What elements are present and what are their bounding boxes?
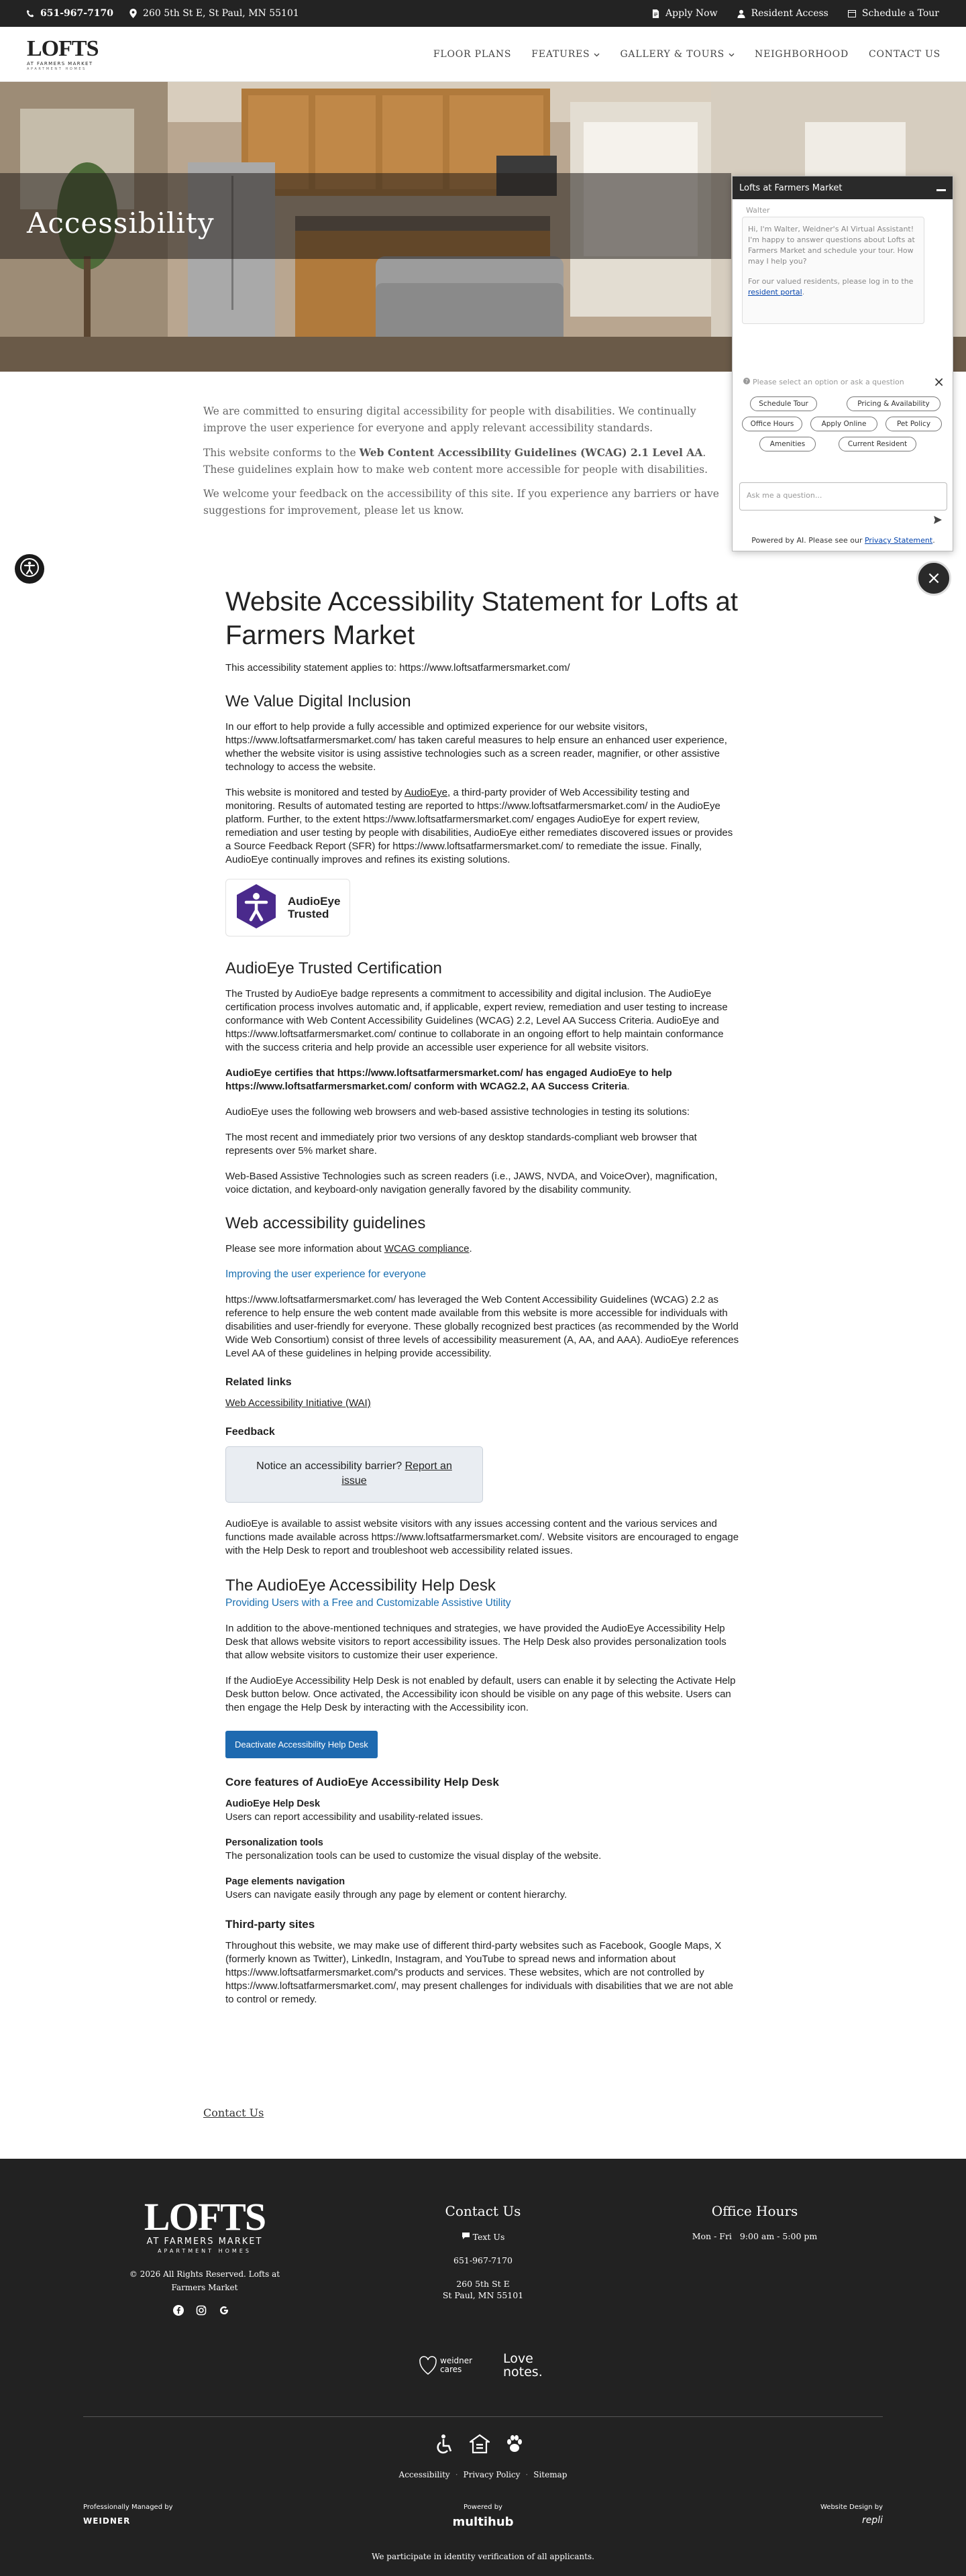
heading-third-party: Third-party sites [225, 1918, 315, 1931]
monitor-text: , a third-party provider of Web Accessibility testing and monitoring. Results of automated testing are reported to https://www.loftsatfarmersmarket.com/ in the AudioEye platform. Further, to the extent https://www.loftsatfarmersmarket.com/ engages AudioEye for expert review, remediation and user testing by people with disabilities, AudioEye either remediates discovered issues or provides a Source Feedback Report (SFR) for https://www.loftsatfarmersmarket.com/ to remediate the issue. Finally, AudioEye continually improves and refines its existing solutions. [225, 787, 733, 865]
footer-divider [83, 2416, 883, 2417]
feature-desc: Users can navigate easily through any page by element or content hierarchy. [225, 1889, 568, 1900]
footer-text-us[interactable] [429, 2231, 537, 2243]
nav-label: NEIGHBORHOOD [755, 49, 849, 60]
chat-option-pet-policy[interactable]: Pet Policy [885, 417, 942, 431]
chat-resident-note [748, 276, 918, 298]
heading-related-links: Related links [225, 1377, 292, 1388]
heading-guidelines: Web accessibility guidelines [225, 1214, 426, 1232]
footer-logo-wordmark: LOFTS [144, 2195, 266, 2239]
nav-label: CONTACT US [868, 49, 941, 60]
chat-option-office-hours[interactable]: Office Hours [742, 417, 802, 431]
chat-hint-text: Please select an option or ask a question [753, 378, 904, 386]
footer-hours-text: Mon - Fri 9:00 am - 5:00 pm [692, 2231, 818, 2241]
equal-housing-icon [470, 2434, 490, 2457]
weidner-logo[interactable]: WEIDNER [83, 2516, 131, 2526]
love-notes-line-2: notes. [503, 2365, 543, 2379]
pet-paw-icon [504, 2434, 525, 2457]
deactivate-help-desk-button[interactable]: Deactivate Accessibility Help Desk [225, 1731, 378, 1758]
phone-icon [25, 9, 35, 18]
nav-label: GALLERY & TOURS [620, 49, 725, 60]
intro-wcag-strong: Web Content Accessibility Guidelines (WCAG) 2.1 Level AA [359, 446, 703, 459]
audioeye-trusted-badge[interactable] [225, 879, 350, 936]
feature-title: AudioEye Help Desk [225, 1799, 321, 1809]
accessibility-toolbar-button[interactable] [15, 554, 44, 584]
calendar-icon [847, 9, 857, 18]
powered-by [416, 2504, 550, 2529]
feature-item [225, 1836, 741, 1863]
main-nav [433, 27, 941, 82]
chevron-down-icon [729, 49, 735, 60]
schedule-tour-label: Schedule a Tour [861, 8, 939, 19]
footer-contact-title: Contact Us [445, 2203, 521, 2219]
wheelchair-icon [435, 2434, 455, 2457]
footer-social [173, 2305, 229, 2318]
love-notes-line-1: Love [503, 2351, 533, 2366]
chat-footer-text: . [932, 536, 935, 545]
feature-desc: The personalization tools can be used to customize the visual display of the website. [225, 1850, 602, 1862]
chat-bubble-icon [462, 2232, 470, 2242]
feature-title: Personalization tools [225, 1837, 323, 1848]
chat-footer [733, 536, 954, 545]
site-logo[interactable] [27, 36, 99, 71]
intro-paragraph-1: We are committed to ensuring digital accessibility for people with disabilities. We continually improve the user experience for everyone and apply relevant accessibility standards. [203, 405, 696, 434]
send-icon[interactable] [934, 516, 942, 526]
chat-message [742, 217, 924, 324]
audioeye-link[interactable]: AudioEye [404, 787, 448, 798]
heading-trusted-certification: AudioEye Trusted Certification [225, 959, 442, 977]
guide-text: . [469, 1243, 472, 1254]
contact-us-link[interactable]: Contact Us [203, 2106, 264, 2119]
footer-compliance-icons [435, 2434, 525, 2457]
footer-copyright: © 2026 All Rights Reserved. Lofts at Farmers Market [129, 2269, 280, 2292]
report-issue-link[interactable]: Report an issue [341, 1460, 452, 1487]
chat-text: . [802, 288, 805, 297]
cert-paragraph: The Trusted by AudioEye badge represents a commitment to accessibility and digital inclusion. The AudioEye certification process involves automatic and, if applicable, expert review, remediation and user testing to increase conformance with Web Content Accessibility Guidelines (WCAG) 2.2, Level AA Success Criteria. AudioEye and https://www.loftsatfarmersmarket.com/ continue to collaborate in an ongoing effort to help maintain conformance with the success criteria and help provide an accessible user experience for all website visitors. [225, 988, 728, 1053]
footer-logo[interactable] [141, 2195, 268, 2254]
question-icon [743, 378, 750, 386]
chat-title: Lofts at Farmers Market [739, 182, 843, 193]
chat-option-pricing[interactable]: Pricing & Availability [847, 396, 941, 411]
tech-intro: AudioEye uses the following web browsers and web-based assistive technologies in testing its solutions: [225, 1106, 690, 1118]
help-desk-paragraph-2: If the AudioEye Accessibility Help Desk is not enabled by default, users can enable it by selecting the Activate Help Desk button below. Once activated, the Accessibility icon should be visible on any page of this website. Users can then engage the Help Desk by interacting with the Accessibility icon. [225, 1675, 736, 1713]
feature-item [225, 1797, 741, 1824]
document-icon [651, 9, 660, 18]
guide-text: Please see more information about [225, 1243, 384, 1254]
logo-subtitle: AT FARMERS MARKET [27, 61, 93, 66]
footer-logo-subtitle: AT FARMERS MARKET [146, 2237, 263, 2247]
resident-portal-link[interactable]: resident portal [748, 288, 802, 297]
instagram-icon[interactable] [196, 2305, 207, 2318]
footer-link-privacy[interactable]: Privacy Policy [463, 2470, 521, 2479]
love-notes-logo[interactable] [503, 2352, 543, 2379]
repli-logo[interactable]: repli [861, 2515, 883, 2526]
badge-line-2: Trusted [288, 908, 329, 920]
chat-header [733, 176, 953, 199]
resident-access-link[interactable] [737, 8, 828, 19]
feature-title: Page elements navigation [225, 1876, 345, 1887]
topbar-phone[interactable] [25, 8, 113, 19]
facebook-icon[interactable] [173, 2305, 184, 2318]
footer-text-us-label: Text Us [472, 2232, 505, 2242]
assist-paragraph: AudioEye is available to assist website visitors with any issues accessing content and the various services and functions made available across https://www.loftsatfarmersmarket.com/. Website visitors are encouraged to engage with the Help Desk to report and troubleshoot web accessibility related issues. [225, 1518, 739, 1556]
heading-digital-inclusion: We Value Digital Inclusion [225, 692, 411, 710]
intro-text: . These guidelines explain how to make web content more accessible for people with disabilities. [203, 447, 708, 476]
accessibility-icon [19, 557, 40, 580]
nav-label: FLOOR PLANS [433, 49, 512, 60]
monitor-text: This website is monitored and tested by [225, 787, 405, 798]
nav-features[interactable] [531, 49, 600, 60]
feedback-text: Notice an accessibility barrier? [256, 1460, 405, 1472]
design-by [820, 2504, 883, 2526]
intro-paragraph-3: We welcome your feedback on the accessibility of this site. If you experience any barriers or have suggestions for improvement, please let us know. [203, 488, 719, 517]
footer-address[interactable] [429, 2278, 537, 2301]
top-bar [0, 0, 966, 27]
third-party-paragraph: Throughout this website, we may make use of different third-party websites such as Facebook, Google Maps, X (formerly known as Twitter), LinkedIn, Instagram, and YouTube to spread news and information about https://www.loftsatfarmersmarket.com/'s products and services. These websites, which are not controlled by https://www.loftsatfarmersmarket.com/, may present challenges for individuals with disabilities that we are not able to control or remedy. [225, 1940, 734, 2005]
audioeye-badge-icon [233, 883, 280, 933]
footer-links [0, 2470, 966, 2479]
schedule-tour-link[interactable] [847, 8, 939, 19]
apply-now-label: Apply Now [665, 8, 718, 19]
footer-verification-note: We participate in identity verification of all applicants. [372, 2552, 594, 2561]
cert-bold-text: AudioEye certifies that https://www.loftsatfarmersmarket.com/ has engaged AudioEye to help https://www.loftsatfarmersmarket.com/ conform with WCAG2.2, AA Success Criteria [225, 1067, 672, 1092]
monitor-paragraph [225, 786, 741, 867]
badge-text [288, 895, 340, 920]
close-icon: × [926, 568, 941, 588]
statement-applies: This accessibility statement applies to: https://www.loftsatfarmersmarket.com/ [225, 662, 570, 674]
topbar-address[interactable] [128, 8, 299, 19]
chat-option-apply-online[interactable]: Apply Online [810, 417, 877, 431]
resident-access-label: Resident Access [751, 8, 828, 19]
google-icon[interactable] [219, 2305, 229, 2318]
chat-input[interactable]: Ask me a question... [739, 482, 947, 511]
person-icon [737, 9, 746, 18]
improving-subheading: Improving the user experience for everyone [225, 1269, 426, 1280]
chat-option-amenities[interactable]: Amenities [759, 437, 816, 451]
nav-neighborhood[interactable] [755, 49, 849, 60]
map-pin-icon [128, 9, 138, 18]
heading-core-features: Core features of AudioEye Accessibility Help Desk [225, 1776, 499, 1788]
chat-options-hint [743, 378, 904, 386]
chat-options [737, 372, 950, 446]
multihub-logo[interactable]: multihub [452, 2515, 514, 2529]
apply-now-link[interactable] [651, 8, 718, 19]
link-separator: · [525, 2470, 529, 2479]
cert-bold-end: . [627, 1081, 630, 1092]
inclusion-paragraph: In our effort to help provide a fully accessible and optimized experience for our website visitors, https://www.loftsatfarmersmarket.com/ has taken careful measures to help ensure an enhanced user experience, whether the website visitor is using assistive technologies such as a screen reader, magnifier, or other assistive technology to access the website. [225, 721, 727, 773]
footer-phone[interactable]: 651-967-7170 [453, 2255, 513, 2265]
logo-wordmark: LOFTS [27, 36, 99, 61]
guidelines-paragraph [225, 1242, 741, 1256]
footer-link-accessibility[interactable]: Accessibility [398, 2470, 450, 2479]
chevron-down-icon [594, 49, 600, 60]
managed-by-label: Professionally Managed by [83, 2504, 173, 2511]
help-desk-paragraph-1: In addition to the above-mentioned techniques and strategies, we have provided the AudioEye Accessibility Help Desk that allows website visitors to report accessibility issues. The Help Desk also provides personalization tools that allow website visitors to customize their user experience. [225, 1623, 727, 1661]
footer-contact [429, 2203, 537, 2313]
footer-address-line-1: 260 5th St E [456, 2279, 510, 2289]
link-separator: · [455, 2470, 458, 2479]
heading-help-desk: The AudioEye Accessibility Help Desk [225, 1576, 496, 1595]
powered-by-label: Powered by [464, 2504, 502, 2511]
tech-item-browsers: The most recent and immediately prior two versions of any desktop standards-compliant web browser that represents over 5% market share. [225, 1132, 697, 1157]
wcag-compliance-link[interactable]: WCAG compliance [384, 1243, 470, 1254]
footer-link-sitemap[interactable]: Sitemap [533, 2470, 568, 2479]
tech-item-assistive: Web-Based Assistive Technologies such as screen readers (i.e., JAWS, NVDA, and VoiceOver), magnification, voice dictation, and keyboard-only navigation generally favored by the disability community. [225, 1171, 718, 1195]
footer-hours-title: Office Hours [711, 2203, 798, 2219]
intro-section [203, 403, 740, 527]
footer-brands [419, 2352, 543, 2379]
svg-text:?: ? [745, 378, 749, 384]
nav-floor-plans[interactable] [433, 49, 511, 60]
intro-paragraph-2 [203, 444, 740, 478]
main-header [0, 27, 966, 82]
page-title: Accessibility [27, 207, 215, 239]
footer-address-line-2: St Paul, MN 55101 [442, 2290, 524, 2300]
logo-tagline: APARTMENT HOMES [27, 67, 87, 71]
heading-feedback: Feedback [225, 1426, 275, 1438]
site-footer [0, 2159, 966, 2576]
nav-label: FEATURES [531, 49, 590, 60]
accessibility-statement [225, 585, 741, 2019]
chat-sender: Walter [746, 206, 770, 215]
help-desk-subheading: Providing Users with a Free and Customizable Assistive Utility [225, 1597, 511, 1609]
weidner-cares-logo[interactable] [419, 2355, 476, 2375]
chat-text: For our valued residents, please log in to the [748, 277, 914, 286]
design-by-label: Website Design by [820, 2504, 883, 2511]
chat-greeting: Hi, I'm Walter, Weidner's AI Virtual Assistant! I'm happy to answer questions about Lofts at Farmers Market and schedule your tour. How may I help you? [748, 225, 915, 266]
nav-contact-us[interactable] [869, 49, 941, 60]
close-options-icon[interactable]: × [933, 374, 945, 390]
chat-close-button[interactable] [916, 561, 951, 596]
wai-link[interactable]: Web Accessibility Initiative (WAI) [225, 1397, 371, 1409]
footer-logo-tagline: APARTMENT HOMES [158, 2248, 252, 2254]
badge-line-1: AudioEye [288, 895, 341, 908]
privacy-statement-link[interactable]: Privacy Statement [864, 536, 933, 545]
cert-bold-paragraph [225, 1067, 741, 1093]
chat-footer-text: Powered by AI. Please see our [751, 536, 865, 545]
leveraged-paragraph: https://www.loftsatfarmersmarket.com/ has leveraged the Web Content Accessibility Guidelines (WCAG) 2.2 as reference to help ensure the web content made available from this website is more accessible for individuals with disabilities and user-friendly for everyone. These globally recognized best practices (as recommended by the World Wide Web Consortium) consist of three levels of accessibility measurement (A, AA, and AAA). AudioEye references Level AA of these guidelines in helping provide accessibility. [225, 1294, 739, 1359]
feature-desc: Users can report accessibility and usability-related issues. [225, 1811, 484, 1823]
intro-text: This website conforms to the [203, 447, 360, 459]
statement-title: Website Accessibility Statement for Lofts at Farmers Market [225, 587, 739, 650]
nav-gallery-tours[interactable] [620, 49, 735, 60]
feedback-box [225, 1446, 483, 1503]
managed-by [83, 2504, 173, 2526]
footer-hours [681, 2203, 828, 2241]
weidner-cares-text: weidner cares [440, 2356, 473, 2374]
chat-widget [732, 176, 953, 551]
topbar-phone-label: 651-967-7170 [40, 8, 114, 19]
chat-option-current-resident[interactable]: Current Resident [839, 437, 916, 451]
minimize-icon[interactable] [936, 189, 946, 191]
topbar-address-label: 260 5th St E, St Paul, MN 55101 [143, 8, 299, 19]
feature-item [225, 1875, 741, 1902]
chat-option-schedule-tour[interactable]: Schedule Tour [750, 396, 817, 411]
